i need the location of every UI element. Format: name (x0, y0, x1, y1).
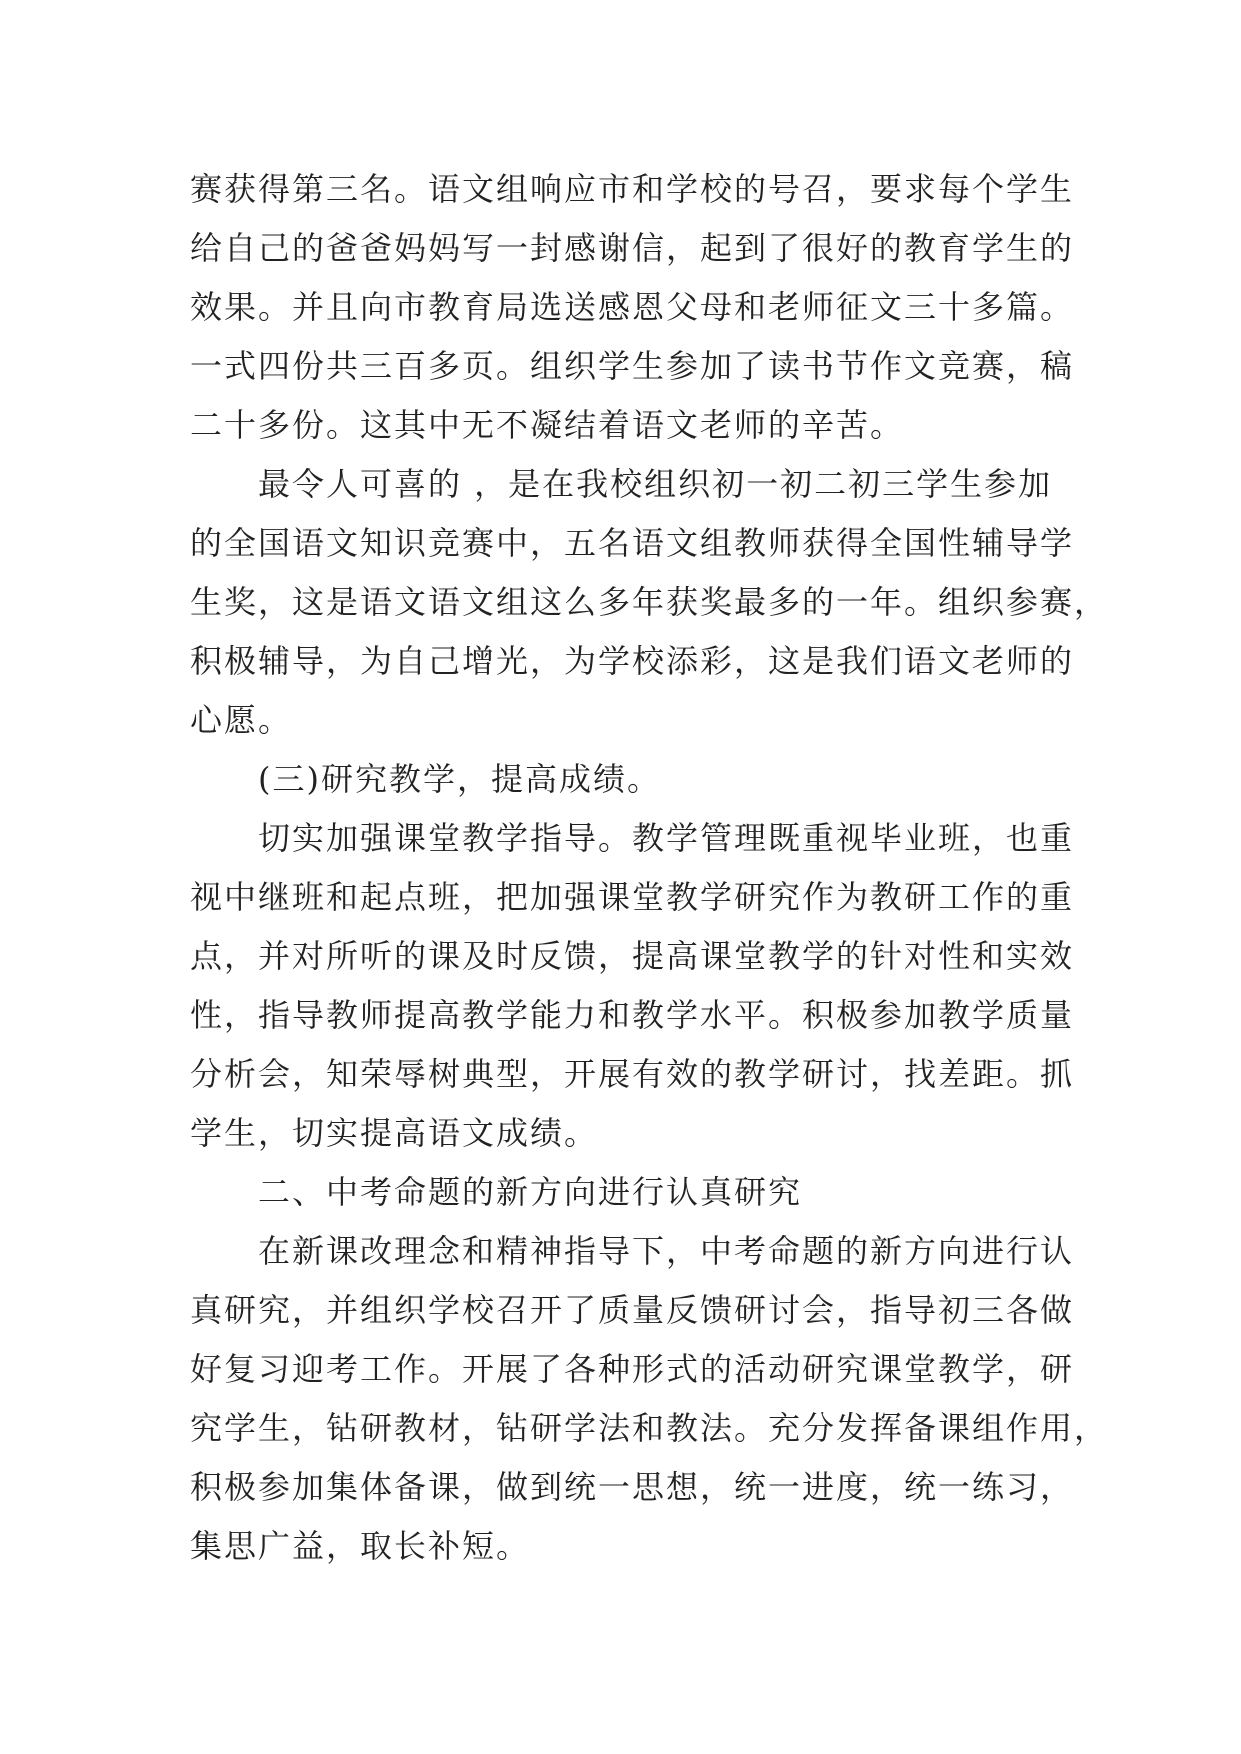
text-line: 点，并对所听的课及时反馈，提高课堂教学的针对性和实效 (190, 937, 1075, 975)
text-line: 好复习迎考工作。开展了各种形式的活动研究课堂教学，研 (190, 1350, 1075, 1388)
text-line: 积极辅导，为自己增光，为学校添彩，这是我们语文老师的 (190, 642, 1075, 680)
section-heading: 二、中考命题的新方向进行认真研究 (258, 1173, 803, 1211)
text-line: 分析会，知荣辱树典型，开展有效的教学研讨，找差距。抓 (190, 1055, 1075, 1093)
text-line: 性，指导教师提高教学能力和教学水平。积极参加教学质量 (190, 996, 1075, 1034)
text-line: 赛获得第三名。语文组响应市和学校的号召，要求每个学生 (190, 170, 1075, 208)
document-body (190, 160, 1109, 1576)
paragraph-start-line: 在新课改理念和精神指导下，中考命题的新方向进行认 (258, 1232, 1075, 1270)
text-line: 生奖，这是语文语文组这么多年获奖最多的一年。组织参赛， (190, 583, 1109, 621)
text-line: 真研究，并组织学校召开了质量反馈研讨会，指导初三各做 (190, 1291, 1075, 1329)
paragraph-start-line: 最令人可喜的 ，是在我校组织初一初二初三学生参加 (258, 465, 1053, 503)
text-line: 的全国语文知识竞赛中，五名语文组教师获得全国性辅导学 (190, 524, 1075, 562)
section-heading: (三)研究教学，提高成绩。 (258, 760, 661, 798)
text-line: 给自己的爸爸妈妈写一封感谢信，起到了很好的教育学生的 (190, 229, 1075, 267)
text-line: 二十多份。这其中无不凝结着语文老师的辛苦。 (190, 406, 905, 444)
paragraph-start-line: 切实加强课堂教学指导。教学管理既重视毕业班，也重 (258, 819, 1075, 857)
text-line: 视中继班和起点班，把加强课堂教学研究作为教研工作的重 (190, 878, 1075, 916)
text-line: 集思广益，取长补短。 (190, 1527, 531, 1565)
text-line: 一式四份共三百多页。组织学生参加了读书节作文竞赛，稿 (190, 347, 1075, 385)
text-line: 效果。并且向市教育局选送感恩父母和老师征文三十多篇。 (190, 288, 1075, 326)
text-line: 学生，切实提高语文成绩。 (190, 1114, 599, 1152)
text-line: 积极参加集体备课，做到统一思想，统一进度，统一练习， (190, 1468, 1075, 1506)
text-line: 心愿。 (190, 701, 293, 739)
text-line: 究学生，钻研教材，钻研学法和教法。充分发挥备课组作用， (190, 1409, 1109, 1447)
